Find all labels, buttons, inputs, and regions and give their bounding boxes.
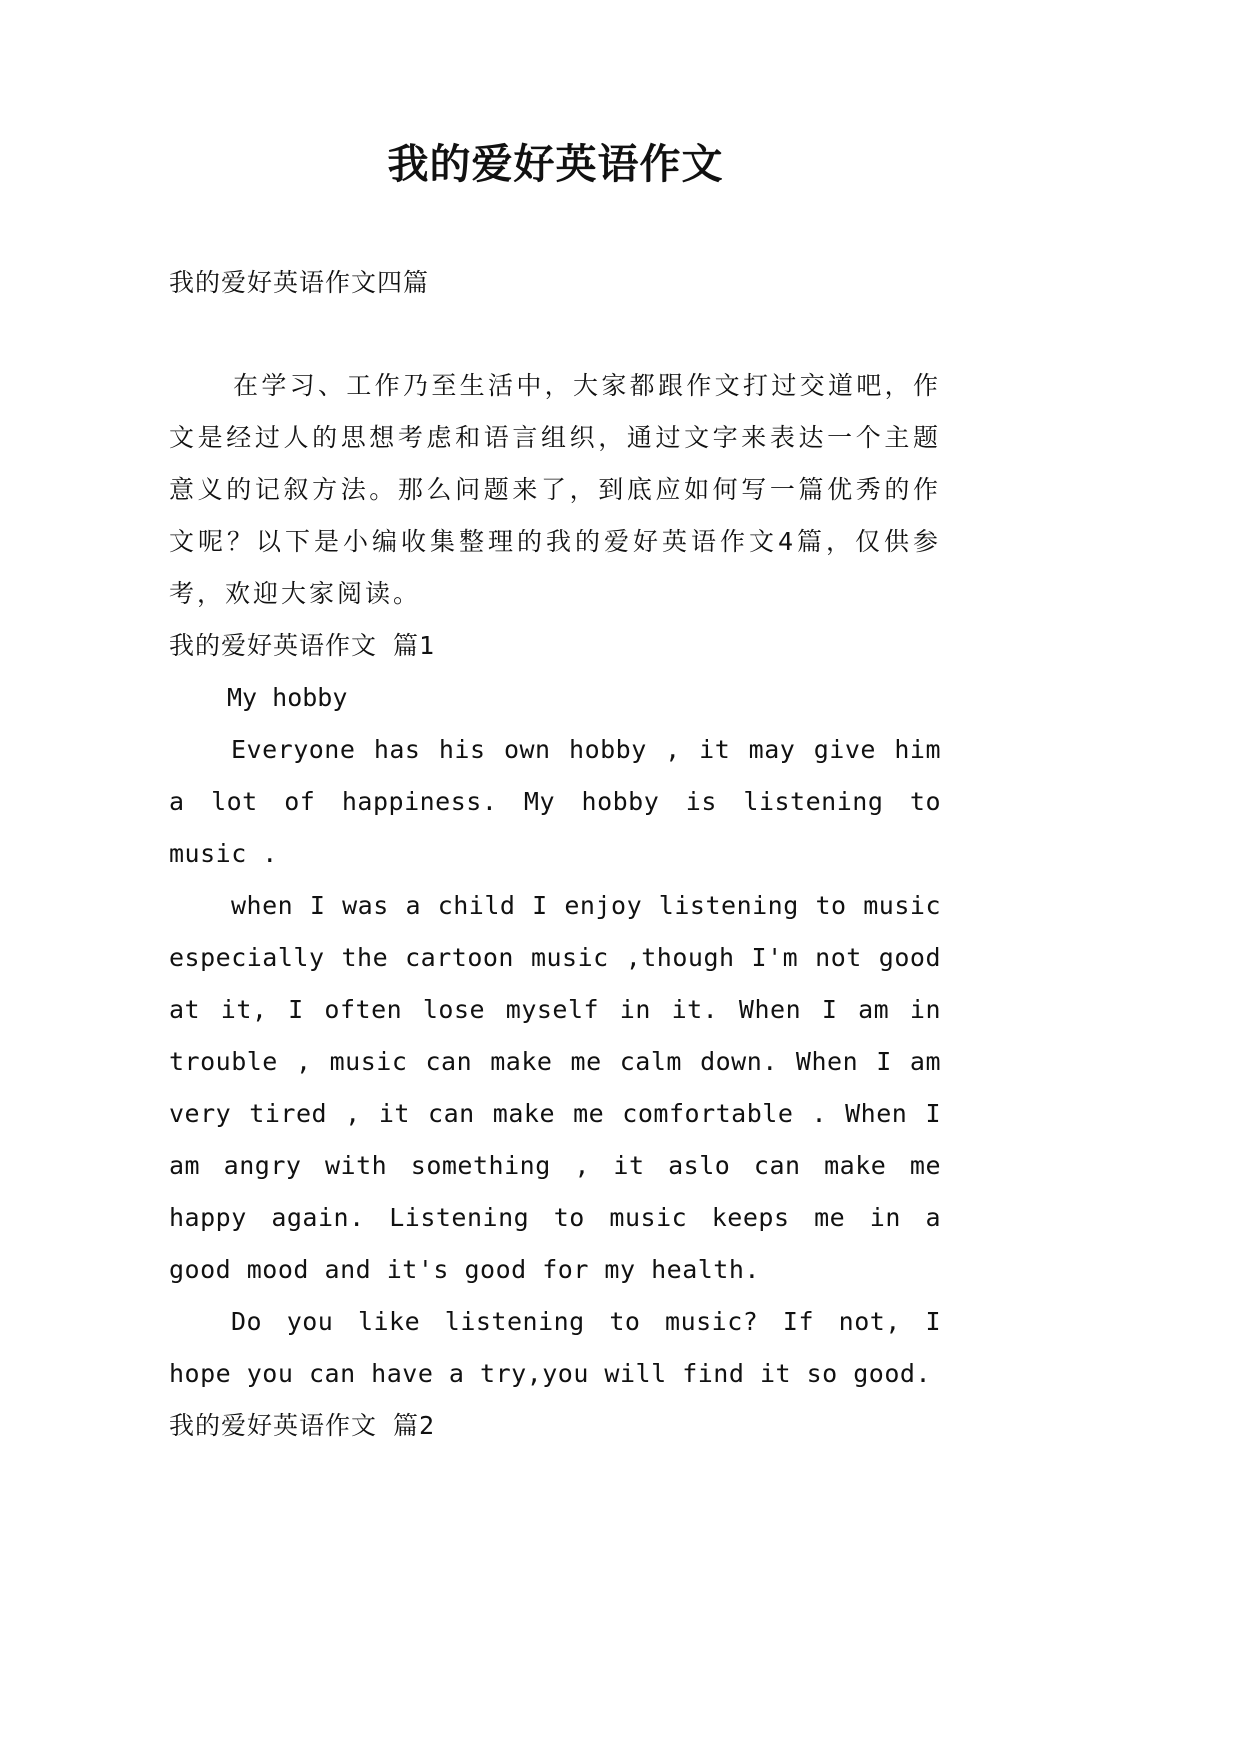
essay-1-paragraph-2: when I was a child I enjoy listening to music especially the cartoon music ,though I'm not good at it, I often lose myself in it. When I am in trouble , music can make me calm down. When I am very tired , it can make me comfortable . When I am angry with something , it aslo can make me happy again. Listening to music keeps me in a good mood and it's good for my health.: [169, 891, 941, 1284]
essay-1-paragraph-1: Everyone has his own hobby , it may give him a lot of happiness. My hobby is listening to music .: [169, 735, 941, 868]
document-body: [169, 258, 941, 1452]
document-subtitle: 我的爱好英语作文四篇: [169, 268, 430, 297]
section-1-heading: 我的爱好英语作文 篇1: [169, 631, 436, 660]
section-2-heading: 我的爱好英语作文 篇2: [169, 1411, 436, 1440]
essay-1-paragraph-3: Do you like listening to music? If not, I hope you can have a try,you will find it so good.: [169, 1307, 941, 1388]
essay-1-title: My hobby: [227, 683, 348, 712]
intro-paragraph: 在学习、工作乃至生活中，大家都跟作文打过交道吧，作文是经过人的思想考虑和语言组织，通过文字来表达一个主题意义的记叙方法。那么问题来了，到底应如何写一篇优秀的作文呢？以下是小编收集整理的我的爱好英语作文4篇，仅供参考，欢迎大家阅读。: [169, 371, 941, 608]
document-title: 我的爱好英语作文: [387, 140, 724, 188]
